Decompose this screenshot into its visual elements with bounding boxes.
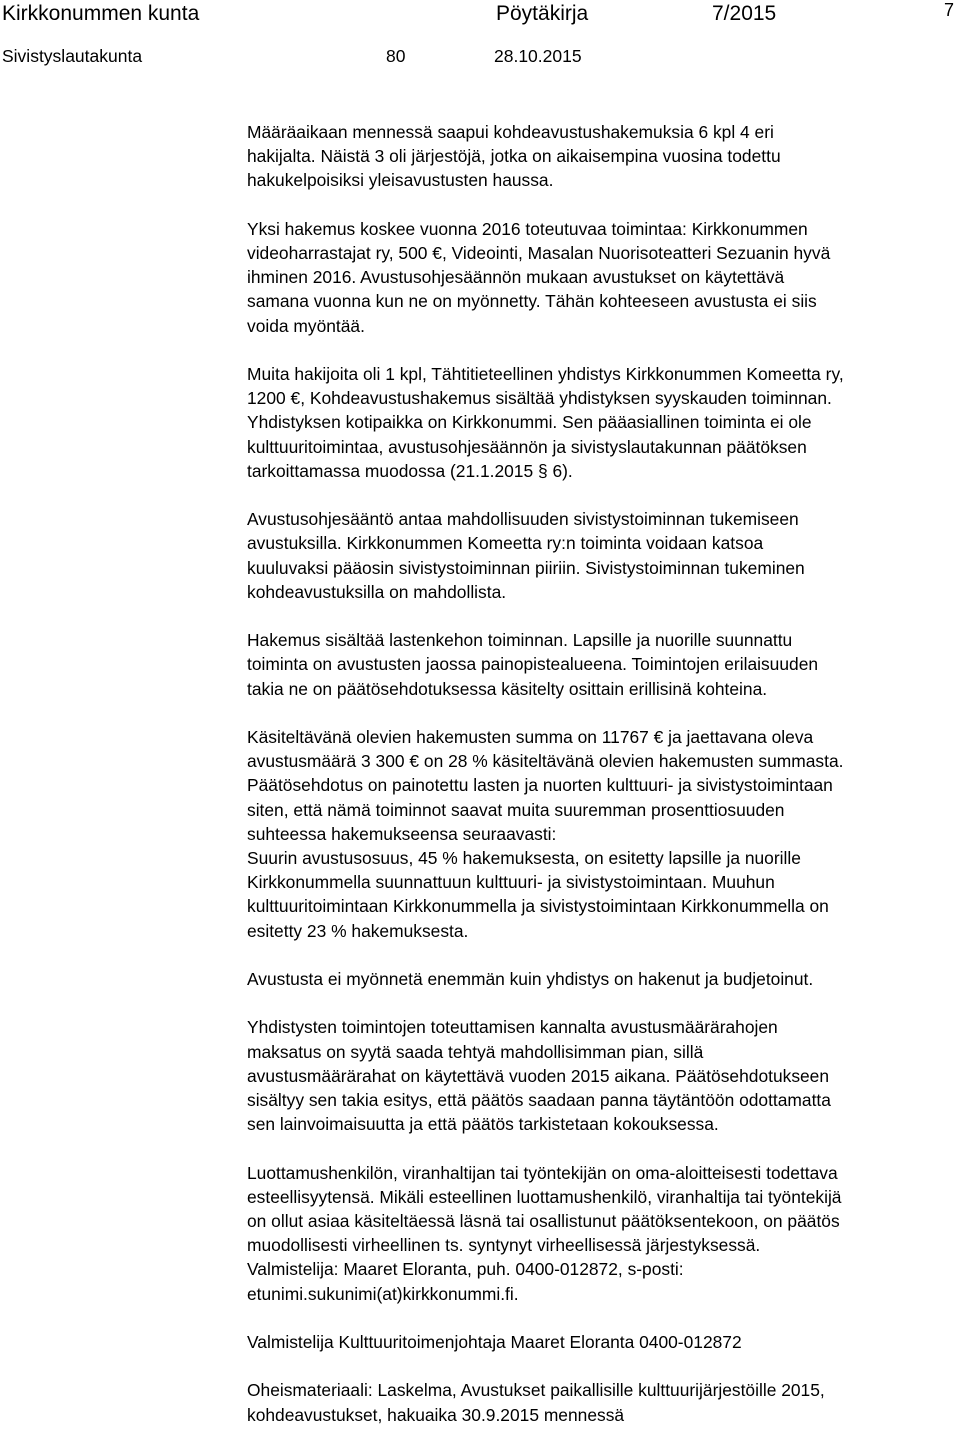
document-body — [247, 120, 960, 1451]
text-line: etunimi.sukunimi(at)kirkkonummi.fi. — [247, 1283, 519, 1304]
text-line: sen lainvoimaisuutta ja että päätös tarkistetaan kokouksessa. — [247, 1114, 719, 1135]
paragraph — [247, 507, 960, 604]
paragraph — [247, 120, 960, 193]
paragraph — [247, 217, 960, 338]
municipality-name: Kirkkonummen kunta — [2, 2, 200, 25]
paragraph — [247, 1161, 960, 1306]
text-line: avustusmäärä 3 300 € on 28 % käsiteltävänä olevien hakemusten summasta. — [247, 751, 844, 772]
text-line: takia ne on päätösehdotuksessa käsitelty osittain erillisinä kohteina. — [247, 678, 768, 699]
paragraph — [247, 1378, 960, 1426]
text-line: Päätösehdotus on painotettu lasten ja nuorten kulttuuri- ja sivistystoimintaan — [247, 775, 833, 796]
text-line: suhteessa hakemukseensa seuraavasti: — [247, 823, 557, 844]
text-line: Hakemus sisältää lastenkehon toiminnan. Lapsille ja nuorille suunnattu — [247, 630, 793, 651]
text-line: avustusmäärärahat on käytettävä vuoden 2015 aikana. Päätösehdotukseen — [247, 1065, 830, 1086]
text-line: esitetty 23 % hakemuksesta. — [247, 920, 469, 941]
text-line: kulttuuritoimintaan Kirkkonummella ja sivistystoimintaan Kirkkonummella on — [247, 896, 829, 917]
text-line: 1200 €, Kohdeavustushakemus sisältää yhdistyksen syyskauden toiminnan. — [247, 388, 832, 409]
text-line: Suurin avustusosuus, 45 % hakemuksesta, on esitetty lapsille ja nuorille — [247, 848, 801, 869]
text-line: Yhdistyksen kotipaikka on Kirkkonummi. Sen pääasiallinen toiminta ei ole — [247, 412, 812, 433]
text-line: hakijalta. Näistä 3 oli järjestöjä, jotka on aikaisempina vuosina todettu — [247, 146, 781, 167]
text-line: kohdeavustukset, hakuaika 30.9.2015 mennessä — [247, 1404, 625, 1425]
text-line: kulttuuritoimintaa, avustusohjesäännön ja sivistyslautakunnan päätöksen — [247, 436, 807, 457]
text-line: Määräaikaan mennessä saapui kohdeavustushakemuksia 6 kpl 4 eri — [247, 122, 774, 142]
paragraph — [247, 1330, 960, 1354]
text-line: samana vuonna kun ne on myönnetty. Tähän kohteeseen avustusta ei siis — [247, 291, 817, 312]
text-line: avustuksilla. Kirkkonummen Komeetta ry:n toiminta voidaan katsoa — [247, 533, 764, 554]
paragraph — [247, 628, 960, 701]
text-line: Oheismateriaali: Laskelma, Avustukset paikallisille kulttuurijärjestöille 2015, — [247, 1380, 825, 1401]
text-line: hakukelpoisiksi yleisavustusten haussa. — [247, 170, 554, 191]
text-line: Muita hakijoita oli 1 kpl, Tähtitieteellinen yhdistys Kirkkonummen Komeetta ry, — [247, 364, 844, 384]
text-line: Käsiteltävänä olevien hakemusten summa on 11767 € ja jaettavana oleva — [247, 727, 814, 747]
text-line: Yhdistysten toimintojen toteuttamisen kannalta avustusmäärärahojen — [247, 1017, 778, 1038]
paragraph — [247, 1015, 960, 1136]
text-line: Luottamushenkilön, viranhaltijan tai työntekijän on oma-aloitteisesti todettava — [247, 1162, 838, 1183]
text-line: tarkoittamassa muodossa (21.1.2015 § 6). — [247, 460, 573, 481]
text-line: videoharrastajat ry, 500 €, Videointi, Masalan Nuorisoteatteri Sezuanin hyvä — [247, 243, 831, 263]
text-line: sisältyy sen takia esitys, että päätös saadaan panna täytäntöön odottamatta — [247, 1090, 831, 1111]
text-line: Avustusohjesääntö antaa mahdollisuuden sivistystoiminnan tukemiseen — [247, 509, 799, 530]
text-line: kuuluvaksi pääosin sivistystoiminnan piiriin. Sivistystoiminnan tukeminen — [247, 557, 805, 578]
paragraph — [247, 725, 960, 943]
document-type: Pöytäkirja — [496, 2, 589, 25]
text-line: Valmistelija: Maaret Eloranta, puh. 0400-012872, s-posti: — [247, 1259, 684, 1280]
text-line: muodollisesti virheellinen ts. syntynyt virheellisessä järjestyksessä. — [247, 1235, 761, 1256]
meeting-date: 28.10.2015 — [494, 46, 582, 66]
text-line: voida myöntää. — [247, 315, 365, 336]
text-line: Kirkkonummella suunnattuun kulttuuri- ja sivistystoimintaan. Muuhun — [247, 872, 775, 893]
text-line: maksatus on syytä saada tehtyä mahdollisimman pian, sillä — [247, 1041, 704, 1062]
text-line: on ollut asiaa käsiteltäessä läsnä tai osallistunut päätöksentekoon, on päätös — [247, 1211, 840, 1232]
text-line: ihminen 2016. Avustusohjesäännön mukaan avustukset on käytettävä — [247, 267, 785, 288]
text-line: esteellisyytensä. Mikäli esteellinen luottamushenkilö, viranhaltija tai työntekijä — [247, 1186, 842, 1207]
paragraph — [247, 967, 960, 991]
board-name: Sivistyslautakunta — [2, 46, 143, 66]
paragraph — [247, 362, 960, 483]
text-line: kohdeavustuksilla on mahdollista. — [247, 581, 507, 602]
text-line: Avustusta ei myönnetä enemmän kuin yhdistys on hakenut ja budjetoinut. — [247, 969, 814, 990]
section-number: 80 — [386, 46, 406, 66]
text-line: toiminta on avustusten jaossa painopistealueena. Toimintojen erilaisuuden — [247, 654, 819, 675]
text-line: Valmistelija Kulttuuritoimenjohtaja Maaret Eloranta 0400-012872 — [247, 1332, 742, 1353]
text-line: Yksi hakemus koskee vuonna 2016 toteutuvaa toimintaa: Kirkkonummen — [247, 218, 808, 239]
text-line: siten, että nämä toiminnot saavat muita suuremman prosenttiosuuden — [247, 799, 785, 820]
page-number: 7 — [944, 0, 955, 20]
document-number: 7/2015 — [712, 2, 777, 25]
